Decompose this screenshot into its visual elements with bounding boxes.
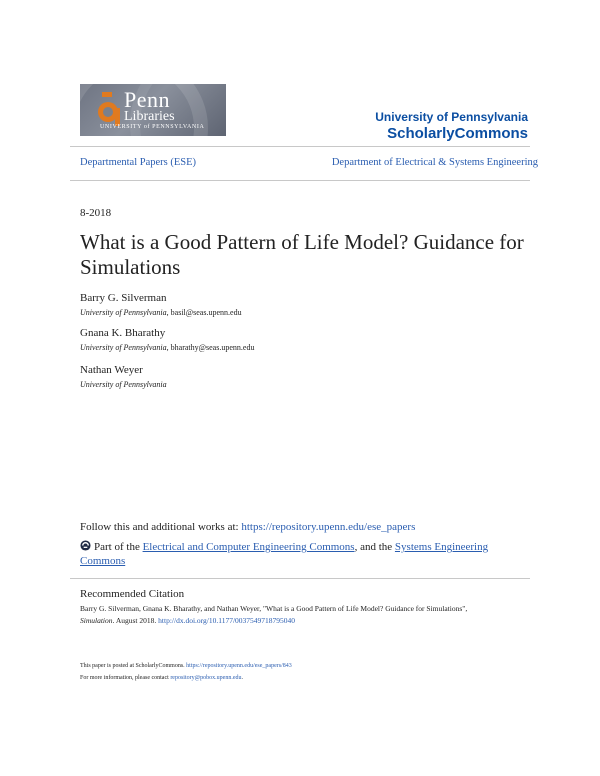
penn-libraries-logo[interactable]	[80, 84, 226, 136]
author-affiliation	[80, 380, 167, 389]
logo-line-penn: Penn	[124, 87, 170, 112]
citation-divider	[70, 578, 530, 579]
affiliation-name: University of Pennsylvania	[80, 308, 167, 317]
department-link[interactable]: Department of Electrical & Systems Engineering	[331, 157, 538, 168]
posting-info	[80, 660, 292, 684]
recommended-citation-heading: Recommended Citation	[80, 588, 185, 600]
author-block	[80, 292, 242, 317]
doi-link[interactable]: http://dx.doi.org/10.1177/0037549718795040	[158, 616, 296, 625]
contact-email-link[interactable]: repository@pobox.upenn.edu	[170, 675, 242, 681]
author-block	[80, 327, 254, 352]
citation-body: Barry G. Silverman, Gnana K. Bharathy, and Nathan Weyer, "What is a Good Pattern of Life Model? Guidance for Simulations",	[80, 604, 468, 613]
affiliation-name: University of Pennsylvania	[80, 380, 167, 389]
repository-header	[375, 110, 528, 142]
nav-divider	[70, 180, 530, 181]
author-name: Barry G. Silverman	[80, 292, 167, 304]
ece-commons-link[interactable]: Electrical and Computer Engineering Commons	[142, 541, 355, 553]
logo-line-university: UNIVERSITY of PENNSYLVANIA	[100, 124, 205, 130]
follow-works-line	[80, 521, 415, 533]
systems-engineering-commons-link[interactable]: Systems Engineering Commons	[80, 541, 489, 567]
posted-prefix: This paper is posted at ScholarlyCommons.	[80, 663, 187, 669]
citation-date: . August 2018.	[112, 616, 159, 625]
header-divider	[70, 146, 530, 147]
part-of-prefix: Part of the	[94, 541, 143, 553]
penn-logo-mark-icon	[96, 92, 122, 128]
university-name[interactable]: University of Pennsylvania	[375, 110, 528, 124]
scholarly-commons-title[interactable]: ScholarlyCommons	[387, 125, 528, 142]
paper-title: What is a Good Pattern of Life Model? Guidance for Simulations	[80, 230, 524, 279]
contact-line	[80, 672, 292, 684]
follow-url-link[interactable]: https://repository.upenn.edu/ese_papers	[241, 521, 416, 533]
publication-date: 8-2018	[80, 207, 112, 219]
departmental-papers-link[interactable]: Departmental Papers (ESE)	[80, 157, 197, 168]
author-email: bharathy@seas.upenn.edu	[170, 343, 255, 352]
author-affiliation: University of Pennsylvania, basil@seas.upenn.edu	[80, 308, 242, 317]
author-name: Gnana K. Bharathy	[80, 327, 166, 339]
author-email: basil@seas.upenn.edu	[170, 308, 242, 317]
author-affiliation: University of Pennsylvania, bharathy@seas.upenn.edu	[80, 343, 255, 352]
part-of-middle: , and the	[354, 541, 395, 553]
contact-prefix: For more information, please contact	[80, 675, 171, 681]
commons-network-icon	[80, 540, 91, 551]
citation-journal: Simulation	[80, 616, 113, 625]
author-name: Nathan Weyer	[80, 364, 143, 376]
contact-suffix: .	[241, 675, 243, 681]
author-block	[80, 364, 167, 389]
affiliation-name: University of Pennsylvania	[80, 343, 167, 352]
follow-text: Follow this and additional works at:	[80, 521, 242, 533]
logo-line-libraries: Libraries	[124, 109, 175, 124]
citation-text	[80, 603, 520, 627]
part-of-commons	[80, 540, 520, 568]
posted-line	[80, 660, 292, 672]
paper-url-link[interactable]: https://repository.upenn.edu/ese_papers/843	[186, 663, 292, 669]
